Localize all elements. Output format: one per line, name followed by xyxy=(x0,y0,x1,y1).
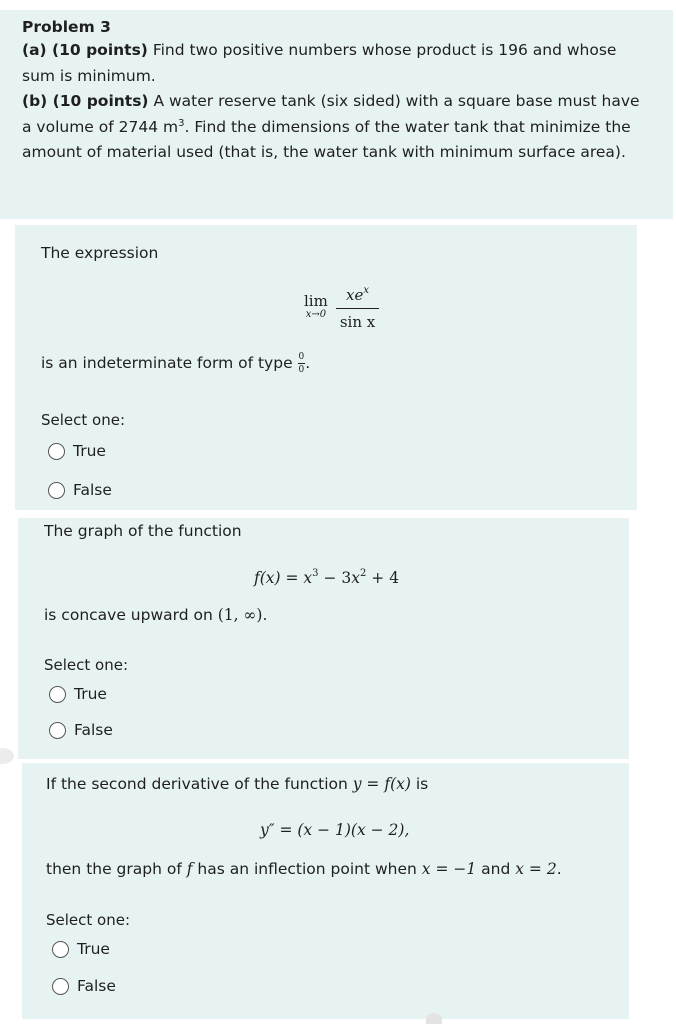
question-card-1 xyxy=(15,225,637,510)
radio-true[interactable] xyxy=(52,941,69,958)
limit-fraction xyxy=(336,281,379,332)
option-false-label: False xyxy=(73,481,112,499)
statement-text: is concave upward on xyxy=(44,606,218,624)
question-intro: The graph of the function xyxy=(44,522,242,540)
option-false-label: False xyxy=(77,977,116,995)
option-false[interactable] xyxy=(49,720,113,740)
option-true[interactable] xyxy=(49,684,107,704)
option-true[interactable] xyxy=(48,441,106,461)
statement-interval: (1, ∞) xyxy=(217,606,263,624)
question-card-2 xyxy=(18,518,629,759)
problem-part-b xyxy=(22,89,651,166)
question-statement xyxy=(46,859,562,879)
fraction-denominator: sin x xyxy=(339,313,376,331)
radio-true[interactable] xyxy=(49,686,66,703)
statement-mid: has an inflection point when xyxy=(192,860,422,878)
statement-x2: x = 2 xyxy=(515,860,557,878)
part-b-label: (b) (10 points) xyxy=(22,92,149,110)
statement-x1: x = −1 xyxy=(421,860,477,878)
statement-and: and xyxy=(476,860,516,878)
formula-rest: + 4 xyxy=(366,569,400,587)
part-b-text-2: . Find the dimensions of the water tank that minimize the amount of material used (that is, the water tank with minimum surface area). xyxy=(22,117,631,161)
intro-end: is xyxy=(410,775,429,793)
function-formula xyxy=(254,564,399,588)
part-b-superscript: 3 xyxy=(178,117,185,129)
select-one-label: Select one: xyxy=(41,411,126,429)
radio-false[interactable] xyxy=(52,978,69,995)
limit-formula xyxy=(304,281,379,332)
option-false[interactable] xyxy=(48,480,112,500)
question-card-3 xyxy=(22,763,629,1019)
option-true[interactable] xyxy=(52,939,110,959)
part-a-label: (a) (10 points) xyxy=(22,41,148,59)
statement-text: then the graph of xyxy=(46,860,187,878)
statement-end: . xyxy=(262,606,268,624)
select-one-label: Select one: xyxy=(44,656,129,674)
statement-end: . xyxy=(556,860,562,878)
edge-artifact xyxy=(0,748,14,764)
problem-statement xyxy=(0,10,673,219)
option-false[interactable] xyxy=(52,976,116,996)
second-derivative-formula: y″ = (x − 1)(x − 2), xyxy=(260,821,410,839)
option-false-label: False xyxy=(74,721,113,739)
select-one-label: Select one: xyxy=(46,911,131,929)
option-true-label: True xyxy=(74,685,107,703)
formula-exponent-2: 2 xyxy=(360,568,367,579)
part-b-text-1: A water reserve tank (six sided) with a square base must have a volume of 2744 m xyxy=(22,92,640,136)
option-true-label: True xyxy=(77,940,110,958)
radio-false[interactable] xyxy=(49,722,66,739)
formula-lhs: f(x) = xyxy=(254,569,304,587)
question-intro: The expression xyxy=(41,244,159,262)
limit-subscript: x→0 xyxy=(305,308,327,320)
problem-title: Problem 3 xyxy=(22,18,111,36)
fraction-numerator: xe xyxy=(346,286,364,304)
indeterminate-numerator: 0 xyxy=(298,352,305,362)
radio-false[interactable] xyxy=(48,482,65,499)
bottom-artifact xyxy=(426,1013,442,1024)
intro-text: If the second derivative of the function xyxy=(46,775,353,793)
radio-true[interactable] xyxy=(48,443,65,460)
formula-term-2: x xyxy=(351,569,360,587)
indeterminate-denominator: 0 xyxy=(298,365,305,375)
statement-end: . xyxy=(305,354,311,372)
formula-minus: − 3 xyxy=(318,569,352,587)
formula-exponent-1: 3 xyxy=(312,568,319,579)
formula-term-1: x xyxy=(303,569,313,587)
limit-operator: lim xyxy=(304,291,328,310)
question-statement xyxy=(44,605,267,625)
statement-text: is an indeterminate form of type xyxy=(41,354,298,372)
question-statement xyxy=(41,352,310,375)
statement-function: f xyxy=(186,860,193,878)
numerator-exponent: x xyxy=(363,285,370,296)
question-intro xyxy=(46,774,428,794)
intro-function: y = f(x) xyxy=(352,775,411,793)
problem-part-a xyxy=(22,38,651,89)
option-true-label: True xyxy=(73,442,106,460)
part-a-text: Find two positive numbers whose product is 196 and whose sum is minimum. xyxy=(22,41,617,85)
